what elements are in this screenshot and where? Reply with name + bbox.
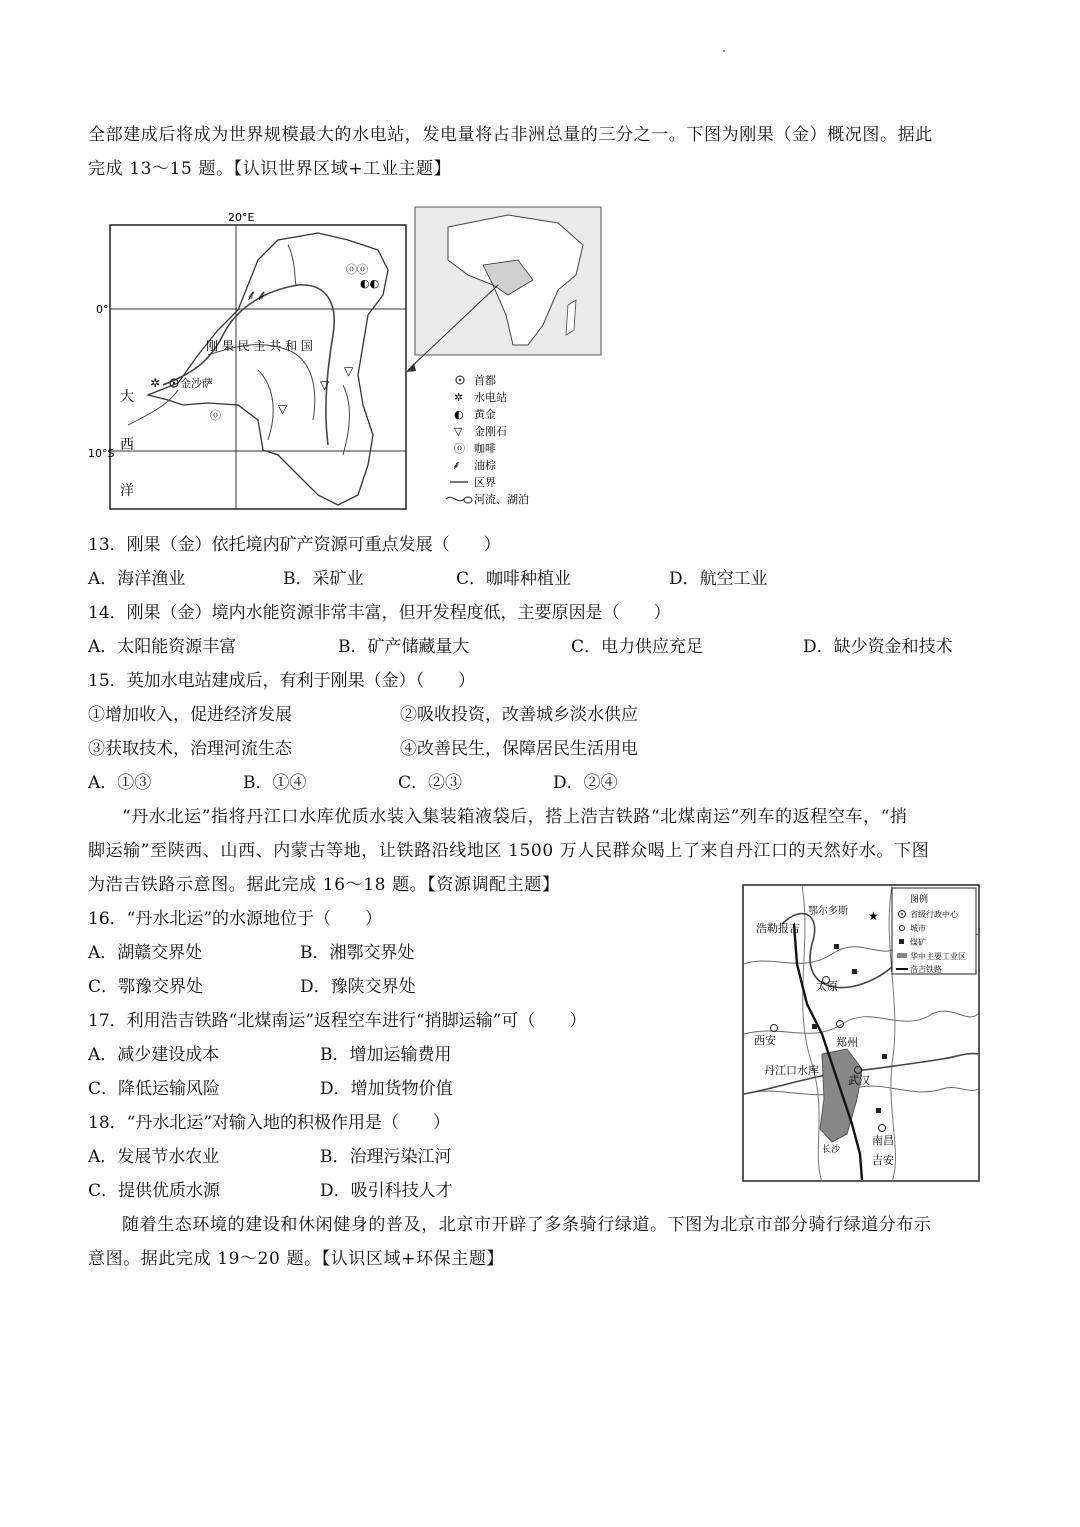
ocean-char-2: 西 — [120, 437, 134, 453]
city-danjiangkou: 丹江口水库 — [764, 1064, 819, 1077]
oil-palm-icon: ⸙⸙ — [246, 288, 267, 304]
legend-hydro: 水电站 — [474, 391, 507, 404]
q17-stem: 17．利用浩吉铁路“北煤南运”返程空车进行“捎脚运输”可（ ） — [88, 1011, 587, 1031]
q13-option-d[interactable]: D．航空工业 — [669, 569, 768, 589]
legend-diamond: 金刚石 — [474, 425, 507, 438]
ocean-char-1: 大 — [120, 389, 134, 405]
q18-option-d[interactable]: D．吸引科技人才 — [320, 1181, 453, 1201]
svg-text:◐: ◐ — [454, 408, 464, 421]
q14-option-a[interactable]: A．太阳能资源丰富 — [88, 637, 237, 657]
q13-option-c[interactable]: C．咖啡种植业 — [456, 569, 572, 589]
city-xian: 西安 — [754, 1034, 776, 1047]
q15-option-b[interactable]: B．①④ — [243, 773, 307, 793]
city-zhengzhou: 郑州 — [836, 1036, 858, 1049]
city-nanchang: 南昌 — [872, 1134, 894, 1147]
legend-gold: 黄金 — [474, 408, 496, 421]
svg-text:ⓞ: ⓞ — [454, 442, 465, 455]
q17-option-b[interactable]: B．增加运输费用 — [320, 1045, 452, 1065]
legend-capital: 首都 — [474, 374, 496, 387]
intro3-line-2: 意图。据此完成 19～20 题。【认识区域+环保主题】 — [88, 1249, 505, 1269]
coffee-icon-2: ⓞ — [210, 409, 221, 422]
city-changsha: 长沙 — [822, 1145, 841, 1155]
q18-stem: 18．“丹水北运”对输入地的积极作用是（ ） — [88, 1113, 451, 1133]
svg-text:✲: ✲ — [454, 391, 464, 404]
rail-legend-5: 浩吉铁路 — [910, 965, 942, 974]
q18-option-b[interactable]: B．治理污染江河 — [320, 1147, 452, 1167]
congo-legend — [446, 373, 529, 506]
speck — [723, 50, 725, 52]
legend-river: 河流、湖泊 — [474, 493, 529, 506]
intro-line-2: 完成 13～15 题。【认识世界区域+工业主题】 — [88, 159, 452, 179]
lon-label: 20°E — [228, 211, 255, 224]
city-haolebaoji: 浩勒报吉 — [756, 922, 800, 935]
city-ordos: 鄂尔多斯 — [808, 906, 848, 917]
q16-option-a[interactable]: A．湖赣交界处 — [88, 943, 203, 963]
lat10-label: 10°S — [88, 447, 115, 460]
q15-item-4: ④改善民生，保障居民生活用电 — [400, 739, 638, 759]
svg-text:⸙: ⸙ — [452, 458, 462, 472]
diamond-icon-2: ▽ — [344, 364, 354, 378]
legend-coffee: 咖啡 — [474, 442, 496, 455]
rail-legend-4: 华中主要工业区 — [910, 952, 966, 961]
q15-item-3: ③获取技术，治理河流生态 — [88, 739, 292, 759]
intro-line-1: 全部建成后将成为世界规模最大的水电站，发电量将占非洲总量的三分之一。下图为刚果（金）概况图。据此 — [88, 125, 933, 145]
intro2-line-2: 脚运输”至陕西、山西、内蒙古等地，让铁路沿线地区 1500 万人民群众喝上了来自丹江口的天然好水。下图 — [88, 841, 930, 861]
country-label: 刚 果 民 主 共 和 国 — [206, 339, 313, 353]
q14-option-b[interactable]: B．矿产储藏量大 — [338, 637, 470, 657]
intro2-line-3: 为浩吉铁路示意图。据此完成 16～18 题。【资源调配主题】 — [88, 875, 560, 895]
q15-item-1: ①增加收入，促进经济发展 — [88, 705, 292, 725]
q14-option-c[interactable]: C．电力供应充足 — [571, 637, 704, 657]
diamond-icon: ▽ — [320, 378, 330, 392]
svg-text:★: ★ — [868, 909, 879, 923]
q15-item-2: ②吸收投资，改善城乡淡水供应 — [400, 705, 638, 725]
q13-stem: 13．刚果（金）依托境内矿产资源可重点发展（ ） — [88, 535, 501, 555]
coffee-icon: ⓞⓞ — [346, 263, 368, 276]
q16-option-c[interactable]: C．鄂豫交界处 — [88, 977, 204, 997]
q15-stem: 15．英加水电站建成后，有利于刚果（金）（ ） — [88, 671, 476, 691]
rail-map — [742, 884, 982, 1184]
gold-icon: ◐◐ — [360, 277, 380, 290]
q16-stem: 16．“丹水北运”的水源地位于（ ） — [88, 909, 383, 929]
rail-legend-1: 省级行政中心 — [910, 910, 958, 919]
rail-legend-title: 图例 — [910, 895, 929, 905]
hydropower-icon: ✲ — [150, 376, 161, 390]
q15-option-c[interactable]: C．②③ — [398, 773, 463, 793]
city-taiyuan: 太原 — [816, 980, 838, 993]
rail-legend-2: 城市 — [910, 924, 926, 933]
svg-text:▽: ▽ — [454, 425, 463, 438]
q14-stem: 14．刚果（金）境内水能资源非常丰富，但开发程度低，主要原因是（ ） — [88, 603, 671, 623]
capital-label: 金沙萨 — [180, 377, 213, 390]
legend-boundary: 区界 — [474, 476, 496, 489]
city-jian: 吉安 — [872, 1154, 894, 1167]
q14-option-d[interactable]: D．缺少资金和技术 — [803, 637, 953, 657]
q18-option-a[interactable]: A．发展节水农业 — [88, 1147, 220, 1167]
q16-option-b[interactable]: B．湘鄂交界处 — [300, 943, 415, 963]
q15-option-a[interactable]: A．①③ — [88, 773, 152, 793]
diamond-icon-3: ▽ — [278, 402, 288, 416]
congo-map — [88, 205, 633, 515]
legend-oil-palm: 油棕 — [474, 459, 496, 472]
q15-option-d[interactable]: D．②④ — [553, 773, 618, 793]
q17-option-c[interactable]: C．降低运输风险 — [88, 1079, 221, 1099]
q17-option-d[interactable]: D．增加货物价值 — [320, 1079, 453, 1099]
ocean-char-3: 洋 — [120, 483, 134, 499]
city-wuhan: 武汉 — [848, 1074, 870, 1087]
q16-option-d[interactable]: D．豫陕交界处 — [300, 977, 416, 997]
q13-option-a[interactable]: A．海洋渔业 — [88, 569, 186, 589]
lat0-label: 0° — [96, 303, 109, 316]
intro2-line-1: “丹水北运”指将丹江口水库优质水装入集装箱液袋后，搭上浩吉铁路“北煤南运”列车的返程空车，“捎 — [122, 807, 908, 827]
rail-legend-3: 煤矿 — [910, 938, 926, 947]
intro3-line-1: 随着生态环境的建设和休闲健身的普及，北京市开辟了多条骑行绿道。下图为北京市部分骑行绿道分布示 — [122, 1215, 932, 1235]
q13-option-b[interactable]: B．采矿业 — [283, 569, 364, 589]
q17-option-a[interactable]: A．减少建设成本 — [88, 1045, 220, 1065]
q18-option-c[interactable]: C．提供优质水源 — [88, 1181, 221, 1201]
